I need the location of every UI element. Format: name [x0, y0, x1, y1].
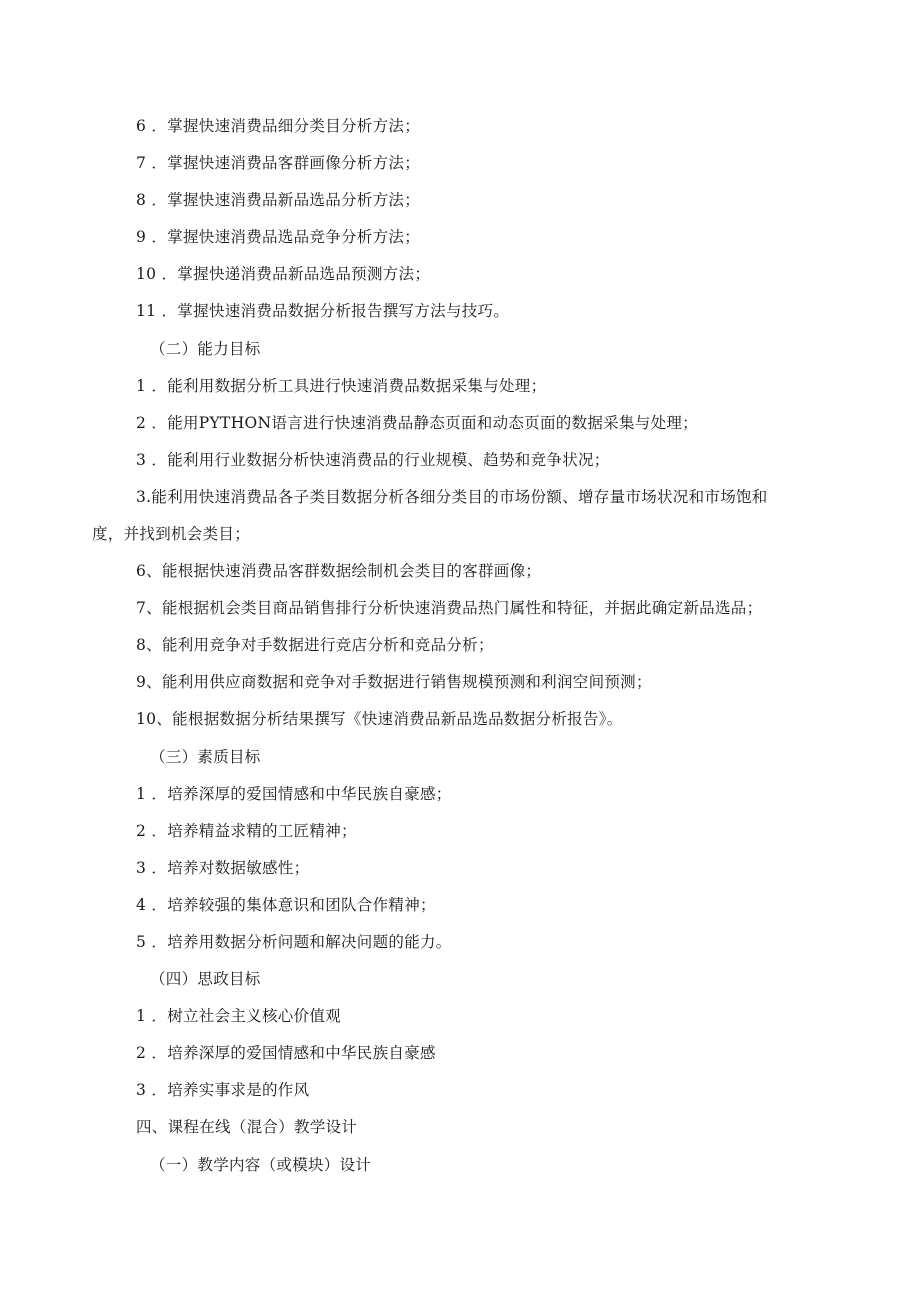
- quality-item: 1 ．培养深厚的爱国情感和中华民族自豪感；: [136, 785, 452, 803]
- quality-item: 4 ．培养较强的集体意识和团队合作精神；: [136, 896, 436, 914]
- quality-heading: （三）素质目标: [150, 748, 261, 766]
- knowledge-item: 11 ．掌握快速消费品数据分析报告撰写方法与技巧。: [136, 302, 510, 320]
- ability-item-continuation: 度，并找到机会类目；: [92, 525, 251, 543]
- quality-item: 3 ．培养对数据敏感性；: [136, 859, 310, 877]
- ability-item: 6、能根据快速消费品客群数据绘制机会类目的客群画像；: [136, 562, 542, 580]
- knowledge-item: 9 ．掌握快速消费品选品竞争分析方法；: [136, 228, 420, 246]
- ability-item: 2 ．能用PYTHON语言进行快速消费品静态页面和动态页面的数据采集与处理；: [136, 414, 698, 432]
- ability-item: 3 ．能利用行业数据分析快速消费品的行业规模、趋势和竞争状况；: [136, 451, 610, 469]
- ability-item: 3.能利用快速消费品各子类目数据分析各细分类目的市场份额、增存量市场状况和市场饱和: [136, 488, 768, 506]
- section-four-subheading: （一）教学内容（或模块）设计: [150, 1156, 372, 1174]
- ideology-heading: （四）思政目标: [150, 970, 261, 988]
- ability-item: 9、能利用供应商数据和竞争对手数据进行销售规模预测和利润空间预测；: [136, 673, 652, 691]
- ability-item: 8、能利用竞争对手数据进行竞店分析和竞品分析；: [136, 636, 494, 654]
- ideology-item: 1 ．树立社会主义核心价值观: [136, 1007, 341, 1025]
- ideology-item: 3 ．培养实事求是的作风: [136, 1081, 310, 1099]
- ability-heading: （二）能力目标: [150, 340, 261, 358]
- quality-item: 2 ．培养精益求精的工匠精神；: [136, 822, 357, 840]
- knowledge-item: 6 ．掌握快速消费品细分类目分析方法；: [136, 117, 420, 135]
- ability-item: 7、能根据机会类目商品销售排行分析快速消费品热门属性和特征，并据此确定新品选品；: [136, 599, 763, 617]
- knowledge-item: 8 ．掌握快速消费品新品选品分析方法；: [136, 191, 420, 209]
- knowledge-item: 7 ．掌握快速消费品客群画像分析方法；: [136, 154, 420, 172]
- quality-item: 5 ．培养用数据分析问题和解决问题的能力。: [136, 933, 452, 951]
- ability-item: 1 ．能利用数据分析工具进行快速消费品数据采集与处理；: [136, 377, 547, 395]
- ability-item: 10、能根据数据分析结果撰写《快速消费品新品选品数据分析报告》。: [136, 710, 623, 728]
- knowledge-item: 10 ．掌握快递消费品新品选品预测方法；: [136, 265, 431, 283]
- ideology-item: 2 ．培养深厚的爱国情感和中华民族自豪感: [136, 1044, 436, 1062]
- section-four-heading: 四、课程在线（混合）教学设计: [136, 1118, 358, 1136]
